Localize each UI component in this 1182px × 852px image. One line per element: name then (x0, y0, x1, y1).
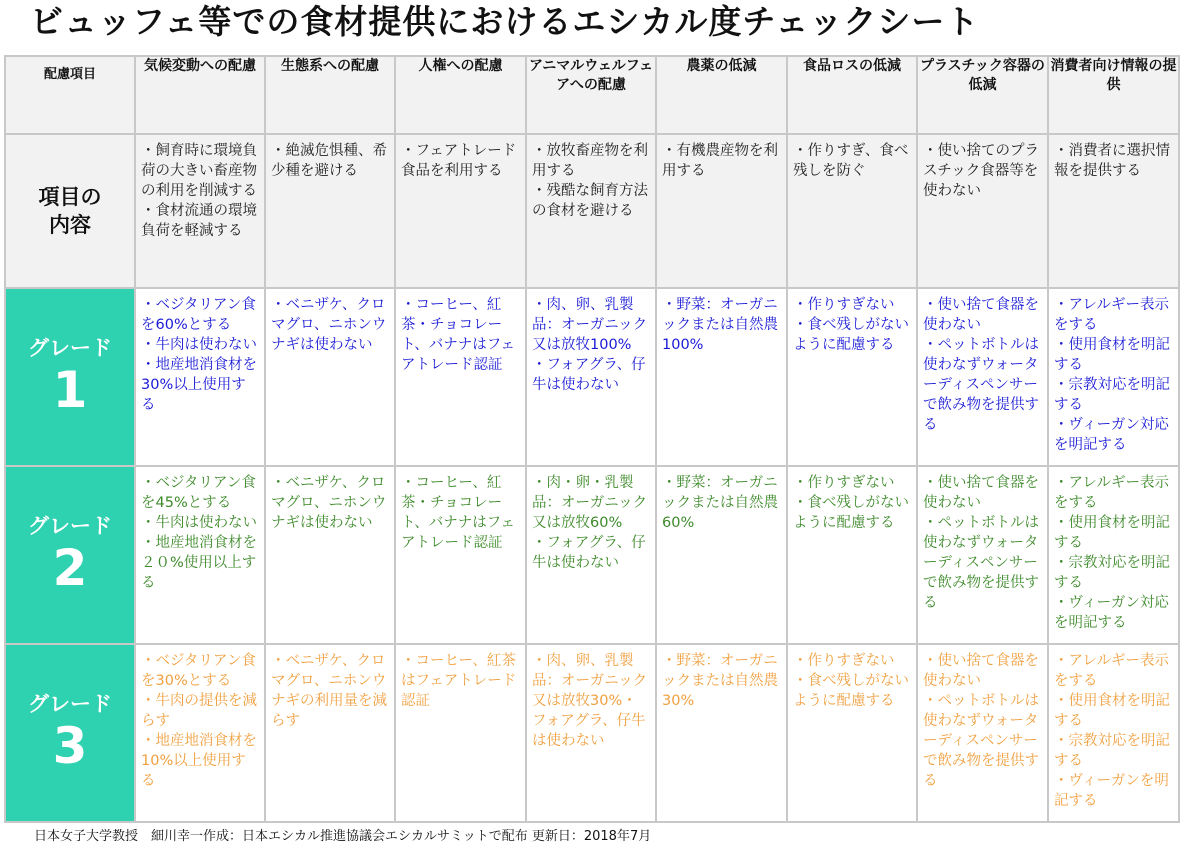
cell-item: ・作りすぎない (793, 297, 895, 313)
column-header: アニマルウェルフェアへの配慮 (526, 56, 656, 134)
grade-word: グレード (28, 692, 112, 716)
cell-item: ・使い捨てのプラスチック食器等を使わない (923, 143, 1039, 199)
grade-cell (135, 288, 265, 466)
cell-item: ・アレルギー表示をする (1054, 653, 1170, 689)
cell-item: ・ヴィーガン対応を明記する (1054, 417, 1169, 453)
grade-cell (526, 288, 656, 466)
cell-item: ・絶滅危惧種、希少種を避ける (271, 143, 387, 179)
cell-item: ・食べ残しがないように配慮する (793, 317, 909, 353)
cell-text (657, 645, 786, 715)
content-row-label (5, 134, 135, 288)
cell-item: ・ベジタリアン食を45%とする (141, 475, 256, 511)
cell-text (136, 135, 264, 245)
cell-text (918, 645, 1047, 795)
cell-item: ・ベニザケ、クロマグロ、ニホンウナギの利用量を減らす (271, 653, 387, 729)
grade-cell (917, 288, 1048, 466)
grade-cell (1048, 644, 1179, 822)
content-cell (787, 134, 917, 288)
cell-text (788, 645, 916, 715)
cell-text (396, 645, 525, 715)
cell-text (136, 467, 264, 597)
cell-text (527, 467, 655, 577)
grade-cell (1048, 288, 1179, 466)
cell-item: ・宗教対応を明記する (1054, 733, 1170, 769)
cell-text (1049, 289, 1178, 459)
grade-row-3 (5, 644, 1179, 822)
grade-label (5, 466, 135, 644)
header-row (5, 56, 1179, 134)
grade-cell (395, 644, 526, 822)
content-cell (656, 134, 787, 288)
cell-item: ・野菜：オーガニックまたは自然農30% (662, 653, 778, 709)
cell-item: ・ペットボトルは使わなずウォーターディスペンサーで飲み物を提供する (923, 515, 1039, 611)
cell-item: ・アレルギー表示をする (1054, 475, 1170, 511)
cell-item: ・地産地消食材を30%以上使用する (141, 357, 257, 413)
cell-item: ・地産地消食材を10%以上使用する (141, 733, 257, 789)
cell-item: ・野菜：オーガニックまたは自然農60% (662, 475, 778, 531)
grade-word: グレード (28, 514, 112, 538)
cell-item: ・食べ残しがないように配慮する (793, 495, 909, 531)
cell-item: ・コーヒー、紅茶・チョコレート、バナナはフェアトレード認証 (401, 297, 515, 373)
grade-cell (265, 644, 395, 822)
cell-text (657, 135, 786, 185)
column-header: 農薬の低減 (656, 56, 787, 134)
cell-item: ・牛肉は使わない (141, 515, 257, 531)
content-cell (1048, 134, 1179, 288)
cell-item: ・作りすぎ、食べ残しを防ぐ (793, 143, 909, 179)
cell-item: ・使用食材を明記する (1054, 693, 1170, 729)
cell-item: ・食べ残しがないように配慮する (793, 673, 909, 709)
cell-text (527, 135, 655, 225)
column-header: 人権への配慮 (395, 56, 526, 134)
cell-text (918, 467, 1047, 617)
grade-cell (395, 288, 526, 466)
cell-text (788, 135, 916, 185)
cell-item: ・ベジタリアン食を30%とする (141, 653, 256, 689)
cell-item: ・ペットボトルは使わなずウォーターディスペンサーで飲み物を提供する (923, 693, 1039, 789)
cell-item: ・フォアグラ、仔牛は使わない (532, 357, 646, 393)
cell-item: ・牛肉は使わない (141, 337, 257, 353)
corner-label: 配慮項目 (5, 56, 135, 134)
cell-text (136, 289, 264, 419)
grade-row-2 (5, 466, 1179, 644)
cell-text (1049, 645, 1178, 815)
cell-item: ・肉、卵、乳製品：オーガニック又は放牧100% (532, 297, 648, 353)
cell-text (266, 467, 394, 537)
grade-cell (1048, 466, 1179, 644)
grade-cell (656, 644, 787, 822)
footer-credit: 日本女子大学教授 細川幸一作成：日本エシカル推進協議会エシカルサミットで配布 更新日：2018年7月 (34, 829, 652, 844)
cell-text (1049, 135, 1178, 185)
cell-text (396, 135, 525, 185)
cell-item: ・コーヒー、紅茶・チョコレート、バナナはフェアトレード認証 (401, 475, 515, 551)
grade-cell (135, 644, 265, 822)
column-header: 気候変動への配慮 (135, 56, 265, 134)
cell-item: ・残酷な飼育方法の食材を避ける (532, 183, 648, 219)
cell-item: ・使い捨て食器を使わない (923, 475, 1039, 511)
grade-cell (787, 288, 917, 466)
cell-item: ・飼育時に環境負荷の大きい畜産物の利用を削減する (141, 143, 257, 199)
grade-row-1 (5, 288, 1179, 466)
grade-label (5, 288, 135, 466)
cell-item: ・ベニザケ、クロマグロ、ニホンウナギは使わない (271, 297, 387, 353)
cell-item: ・ベニザケ、クロマグロ、ニホンウナギは使わない (271, 475, 387, 531)
cell-item: ・放牧畜産物を利用する (532, 143, 648, 179)
grade-cell (395, 466, 526, 644)
grade-label (5, 644, 135, 822)
cell-item: ・使用食材を明記する (1054, 515, 1170, 551)
cell-item: ・使用食材を明記する (1054, 337, 1170, 373)
cell-item: ・ペットボトルは使わなずウォーターディスペンサーで飲み物を提供する (923, 337, 1039, 433)
grade-cell (265, 288, 395, 466)
cell-item: ・使い捨て食器を使わない (923, 297, 1039, 333)
column-header: 生態系への配慮 (265, 56, 395, 134)
cell-text (396, 289, 525, 379)
cell-text (657, 467, 786, 537)
content-cell (395, 134, 526, 288)
cell-text (266, 289, 394, 359)
grade-cell (526, 644, 656, 822)
cell-text (918, 289, 1047, 439)
ethical-checksheet-table (4, 55, 1180, 823)
cell-text (1049, 467, 1178, 637)
content-cell (917, 134, 1048, 288)
cell-item: ・肉・卵・乳製品：オーガニック又は放牧60% (532, 475, 648, 531)
grade-number: 1 (52, 361, 88, 419)
cell-item: ・肉、卵、乳製品：オーガニック又は放牧30%・フォアグラ、仔牛は使わない (532, 653, 648, 749)
grade-cell (656, 288, 787, 466)
grade-word: グレード (28, 336, 112, 360)
cell-text (527, 645, 655, 755)
column-header: 食品ロスの低減 (787, 56, 917, 134)
cell-item: ・ヴィーガンを明記する (1054, 773, 1169, 809)
cell-item: ・宗教対応を明記する (1054, 377, 1170, 413)
cell-text (266, 645, 394, 735)
grade-cell (787, 644, 917, 822)
content-cell (265, 134, 395, 288)
cell-text (266, 135, 394, 185)
cell-item: ・宗教対応を明記する (1054, 555, 1170, 591)
cell-text (918, 135, 1047, 205)
grade-cell (917, 644, 1048, 822)
cell-item: ・牛肉の提供を減らす (141, 693, 257, 729)
column-header: 消費者向け情報の提供 (1048, 56, 1179, 134)
cell-item: ・作りすぎない (793, 653, 895, 669)
cell-item: ・アレルギー表示をする (1054, 297, 1170, 333)
grade-cell (787, 466, 917, 644)
grade-cell (526, 466, 656, 644)
content-label-text: 項目の 内容 (38, 185, 102, 237)
cell-item: ・野菜：オーガニックまたは自然農100% (662, 297, 778, 353)
cell-item: ・コーヒー、紅茶はフェアトレード認証 (401, 653, 517, 709)
cell-text (788, 467, 916, 537)
column-header: プラスチック容器の低減 (917, 56, 1048, 134)
content-row (5, 134, 1179, 288)
grade-cell (917, 466, 1048, 644)
cell-text (788, 289, 916, 359)
cell-item: ・ヴィーガン対応を明記する (1054, 595, 1169, 631)
cell-text (527, 289, 655, 399)
cell-item: ・フェアトレード食品を利用する (401, 143, 517, 179)
page-title: ビュッフェ等での食材提供におけるエシカル度チェックシート (30, 2, 980, 41)
cell-item: ・作りすぎない (793, 475, 895, 491)
cell-item: ・有機農産物を利用する (662, 143, 778, 179)
cell-item: ・使い捨て食器を使わない (923, 653, 1039, 689)
content-cell (526, 134, 656, 288)
content-cell (135, 134, 265, 288)
grade-cell (656, 466, 787, 644)
grade-number: 2 (52, 539, 88, 597)
cell-item: ・食材流通の環境負荷を軽減する (141, 203, 257, 239)
cell-item: ・消費者に選択情報を提供する (1054, 143, 1170, 179)
cell-text (657, 289, 786, 359)
cell-text (136, 645, 264, 795)
grade-number: 3 (52, 717, 88, 775)
cell-item: ・地産地消食材を２０%使用以上する (141, 535, 257, 591)
cell-text (396, 467, 525, 557)
cell-item: ・フォアグラ、仔牛は使わない (532, 535, 646, 571)
cell-item: ・ベジタリアン食を60%とする (141, 297, 256, 333)
grade-cell (265, 466, 395, 644)
grade-cell (135, 466, 265, 644)
